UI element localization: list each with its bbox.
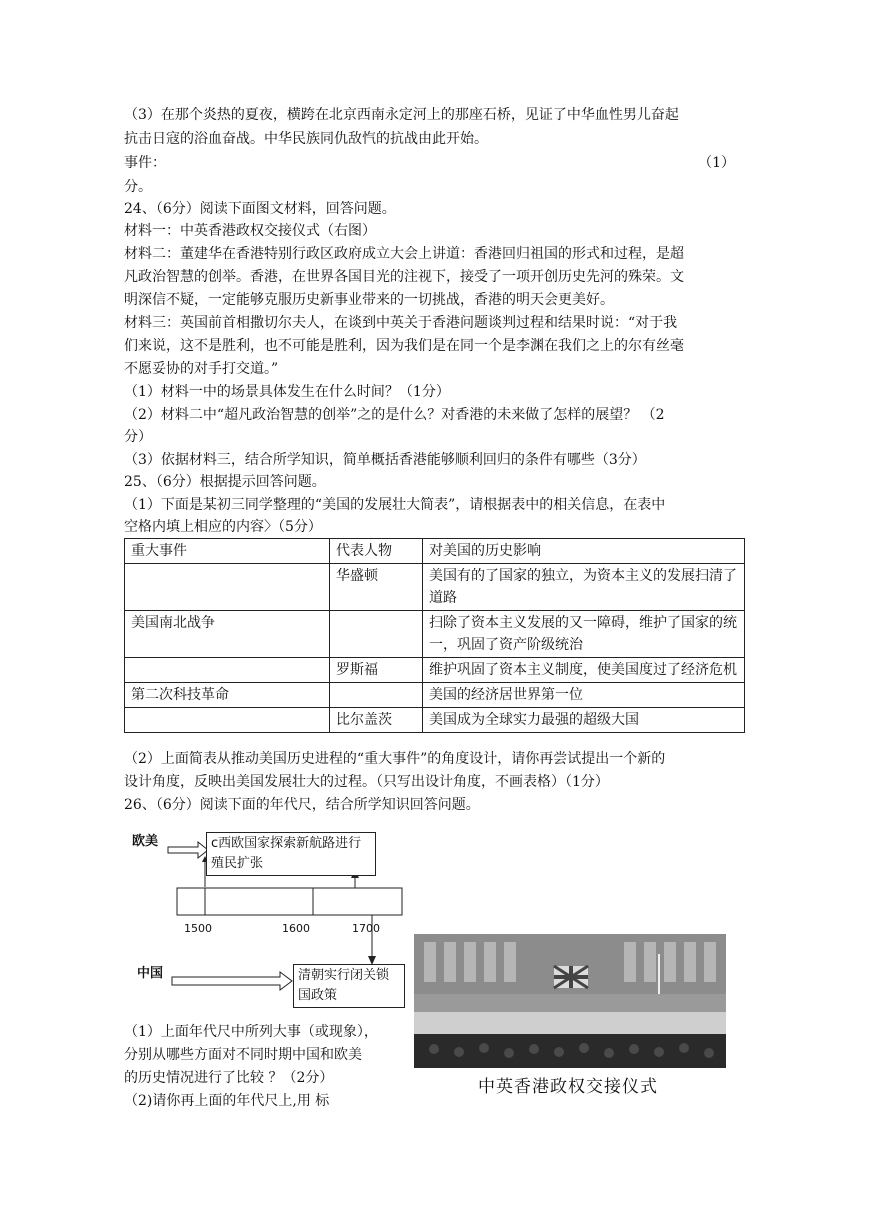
table-row (125, 708, 745, 733)
box-china (293, 964, 405, 1008)
q23-3-line1: （3）在那个炎热的夏夜，横跨在北京西南永定河上的那座石桥，见证了中华血性男儿奋起 (124, 107, 679, 123)
table-header-row (125, 539, 745, 564)
timeline-bar (177, 888, 402, 915)
table-cell: 美国有的了国家的独立，为资本主义的发展扫清了道路 (423, 564, 745, 611)
table-cell-blank[interactable] (125, 564, 330, 611)
table-cell: 美国成为全球实力最强的超级大国 (423, 708, 745, 733)
us-development-table (124, 538, 745, 733)
score-unit: 分。 (124, 179, 152, 195)
box-west-line1: c西欧国家探索新航路进行 (211, 836, 362, 851)
label-west: 欧美 (132, 834, 159, 849)
tick-label-1500: 1500 (184, 922, 212, 935)
table-cell-blank[interactable] (330, 611, 423, 658)
q26-heading: 26、（6分）阅读下面的年代尺，结合所学知识回答问题。 (124, 797, 480, 813)
q24-material-3-l1: 材料三：英国前首相撒切尔夫人，在谈到中英关于香港问题谈判过程和结果时说：“对于我 (124, 315, 678, 331)
event-label: 事件： (124, 155, 166, 171)
q26-q1-l3: 的历史情况进行了比较 ？（2分） (124, 1070, 334, 1086)
q24-heading: 24、（6分）阅读下面图文材料，回答问题。 (124, 201, 396, 217)
arrow-west-icon (168, 842, 208, 858)
table-cell: 第二次科技革命 (125, 683, 330, 708)
box-west-line2: 殖民扩张 (211, 856, 264, 871)
table-row (125, 658, 745, 683)
q24-material-3-l3: 不愿妥协的对手打交道。” (124, 361, 279, 377)
table-cell: 华盛顿 (330, 564, 423, 611)
q25-q2-l1: （2）上面简表从推动美国历史进程的“重大事件”的角度设计，请你再尝试提出一个新的 (124, 751, 666, 767)
table-cell: 罗斯福 (330, 658, 423, 683)
q25-q1-l2: 空格内填上相应的内容〉（5分） (124, 519, 322, 535)
table-header: 对美国的历史影响 (423, 539, 745, 564)
ceremony-scene-icon (414, 934, 726, 1068)
q24-material-3-l2: 们来说，这不是胜利，也不可能是胜利，因为我们是在同一个是李渊在我们之上的尔有丝毫 (124, 338, 684, 354)
q24-material-1: 材料一：中英香港政权交接仪式（右图） (124, 223, 376, 239)
table-cell-blank[interactable] (330, 683, 423, 708)
table-row (125, 683, 745, 708)
q26-q2: （2)请你再上面的年代尺上,用 标 (124, 1093, 330, 1109)
q24-q2-l2: 分） (124, 429, 152, 445)
tick-label-1600: 1600 (282, 922, 310, 935)
q25-q1-l1: （1）下面是某初三同学整理的“美国的发展壮大简表”，请根据表中的相关信息，在表中 (124, 497, 666, 513)
q24-material-2-l1: 材料二：董建华在香港特别行政区政府成立大会上讲道：香港回归祖国的形式和过程，是超 (124, 246, 684, 262)
table-cell: 美国的经济居世界第一位 (423, 683, 745, 708)
q23-3-line2: 抗击日寇的浴血奋战。中华民族同仇敌忾的抗战由此开始。 (124, 131, 488, 147)
table-row (125, 611, 745, 658)
q24-material-2-l2: 凡政治智慧的创举。香港，在世界各国目光的注视下，接受了一项开创历史先河的殊荣。文 (124, 269, 684, 285)
box-china-line1: 清朝实行闭关锁 (298, 968, 390, 983)
tick-label-1700: 1700 (352, 922, 380, 935)
q26-q1-l2: 分别从哪些方面对不同时期中国和欧美 (124, 1047, 362, 1063)
q24-q3: （3）依据材料三，结合所学知识，简单概括香港能够顺利回归的条件有哪些（3分） (124, 452, 646, 468)
arrow-china-icon (172, 972, 292, 990)
q24-q1: （1）材料一中的场景具体发生在什么时间？（1分） (124, 384, 450, 400)
table-header: 代表人物 (330, 539, 423, 564)
table-header: 重大事件 (125, 539, 330, 564)
table-row (125, 564, 745, 611)
table-cell-blank[interactable] (125, 658, 330, 683)
score-1: （1） (698, 155, 735, 171)
table-cell-blank[interactable] (125, 708, 330, 733)
q24-material-2-l3: 明深信不疑，一定能够克服历史新事业带来的一切挑战，香港的明天会更美好。 (124, 292, 614, 308)
q25-q2-l2: 设计角度，反映出美国发展壮大的过程。（只写出设计角度，不画表格）（1分） (124, 774, 609, 790)
box-west (206, 832, 376, 876)
photo-caption: 中英香港政权交接仪式 (478, 1077, 658, 1097)
q24-q2-l1: （2）材料二中“超凡政治智慧的创举”之的是什么？对香港的未来做了怎样的展望？ （2 (124, 407, 665, 423)
box-china-line2: 国政策 (298, 988, 338, 1003)
table-cell: 美国南北战争 (125, 611, 330, 658)
q26-q1-l1: （1）上面年代尺中所列大事（或现象）， (124, 1024, 378, 1040)
label-china: 中国 (137, 966, 164, 981)
q25-heading: 25、（6分）根据提示回答问题。 (124, 474, 326, 490)
table-cell: 比尔盖茨 (330, 708, 423, 733)
handover-ceremony-photo (414, 934, 726, 1068)
table-cell: 扫除了资本主义发展的又一障碍，维护了国家的统一，巩固了资产阶级统治 (423, 611, 745, 658)
table-cell: 维护巩固了资本主义制度，使美国度过了经济危机 (423, 658, 745, 683)
